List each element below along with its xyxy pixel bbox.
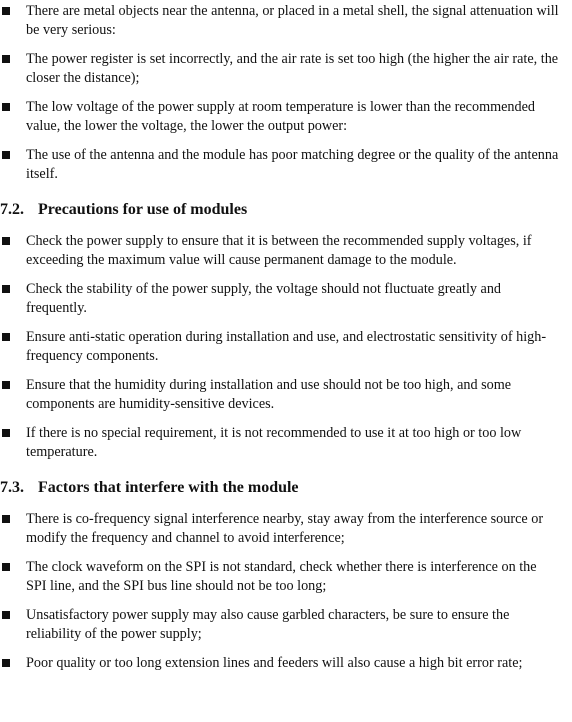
list-item-text: Check the power supply to ensure that it is between the recommended supply voltages, if exceeding the maximum value will cause permanent damage to the module. [26,233,532,268]
list-item [0,232,560,270]
list-item-text: The low voltage of the power supply at room temperature is lower than the recommended value, the lower the voltage, the lower the output power: [26,99,536,134]
square-bullet-icon [2,333,10,341]
square-bullet-icon [2,429,10,437]
square-bullet-icon [2,563,10,571]
section-title: Precautions for use of modules [38,201,248,218]
square-bullet-icon [2,55,10,63]
square-bullet-icon [2,515,10,523]
list-item-text: There are metal objects near the antenna, or placed in a metal shell, the signal attenuation will be very serious: [26,3,559,38]
square-bullet-icon [2,611,10,619]
list-item-text: There is co-frequency signal interference nearby, stay away from the interference source or modify the frequency and channel to avoid interference; [26,511,544,546]
section-title: Factors that interfere with the module [38,479,299,496]
square-bullet-icon [2,103,10,111]
list-item [0,280,560,318]
precautions-list [0,232,560,462]
list-item [0,654,560,673]
list-item-text: Poor quality or too long extension lines and feeders will also cause a high bit error rate; [26,655,523,671]
list-item [0,50,560,88]
square-bullet-icon [2,237,10,245]
list-item-text: If there is no special requirement, it is not recommended to use it at too high or too low temperature. [26,425,522,460]
intro-list [0,2,560,184]
list-item-text: The use of the antenna and the module has poor matching degree or the quality of the antenna itself. [26,147,559,182]
list-item [0,606,560,644]
list-item-text: Unsatisfactory power supply may also cause garbled characters, be sure to ensure the reliability of the power supply; [26,607,510,642]
section-heading-7-2 [0,200,560,220]
list-item [0,424,560,462]
list-item [0,510,560,548]
section-number: 7.2. [0,201,24,218]
square-bullet-icon [2,659,10,667]
list-item [0,146,560,184]
list-item [0,558,560,596]
section-number: 7.3. [0,479,24,496]
square-bullet-icon [2,381,10,389]
square-bullet-icon [2,7,10,15]
list-item-text: Check the stability of the power supply, the voltage should not fluctuate greatly and frequently. [26,281,502,316]
interference-list [0,510,560,673]
list-item [0,376,560,414]
square-bullet-icon [2,285,10,293]
list-item-text: The clock waveform on the SPI is not standard, check whether there is interference on the SPI line, and the SPI bus line should not be too long; [26,559,537,594]
list-item [0,98,560,136]
list-item [0,328,560,366]
section-heading-7-3 [0,478,560,498]
square-bullet-icon [2,151,10,159]
list-item-text: Ensure anti-static operation during installation and use, and electrostatic sensitivity of high-frequency components. [26,329,547,364]
list-item-text: The power register is set incorrectly, and the air rate is set too high (the higher the air rate, the closer the distance); [26,51,559,86]
list-item-text: Ensure that the humidity during installation and use should not be too high, and some components are humidity-sensitive devices. [26,377,512,412]
list-item [0,2,560,40]
